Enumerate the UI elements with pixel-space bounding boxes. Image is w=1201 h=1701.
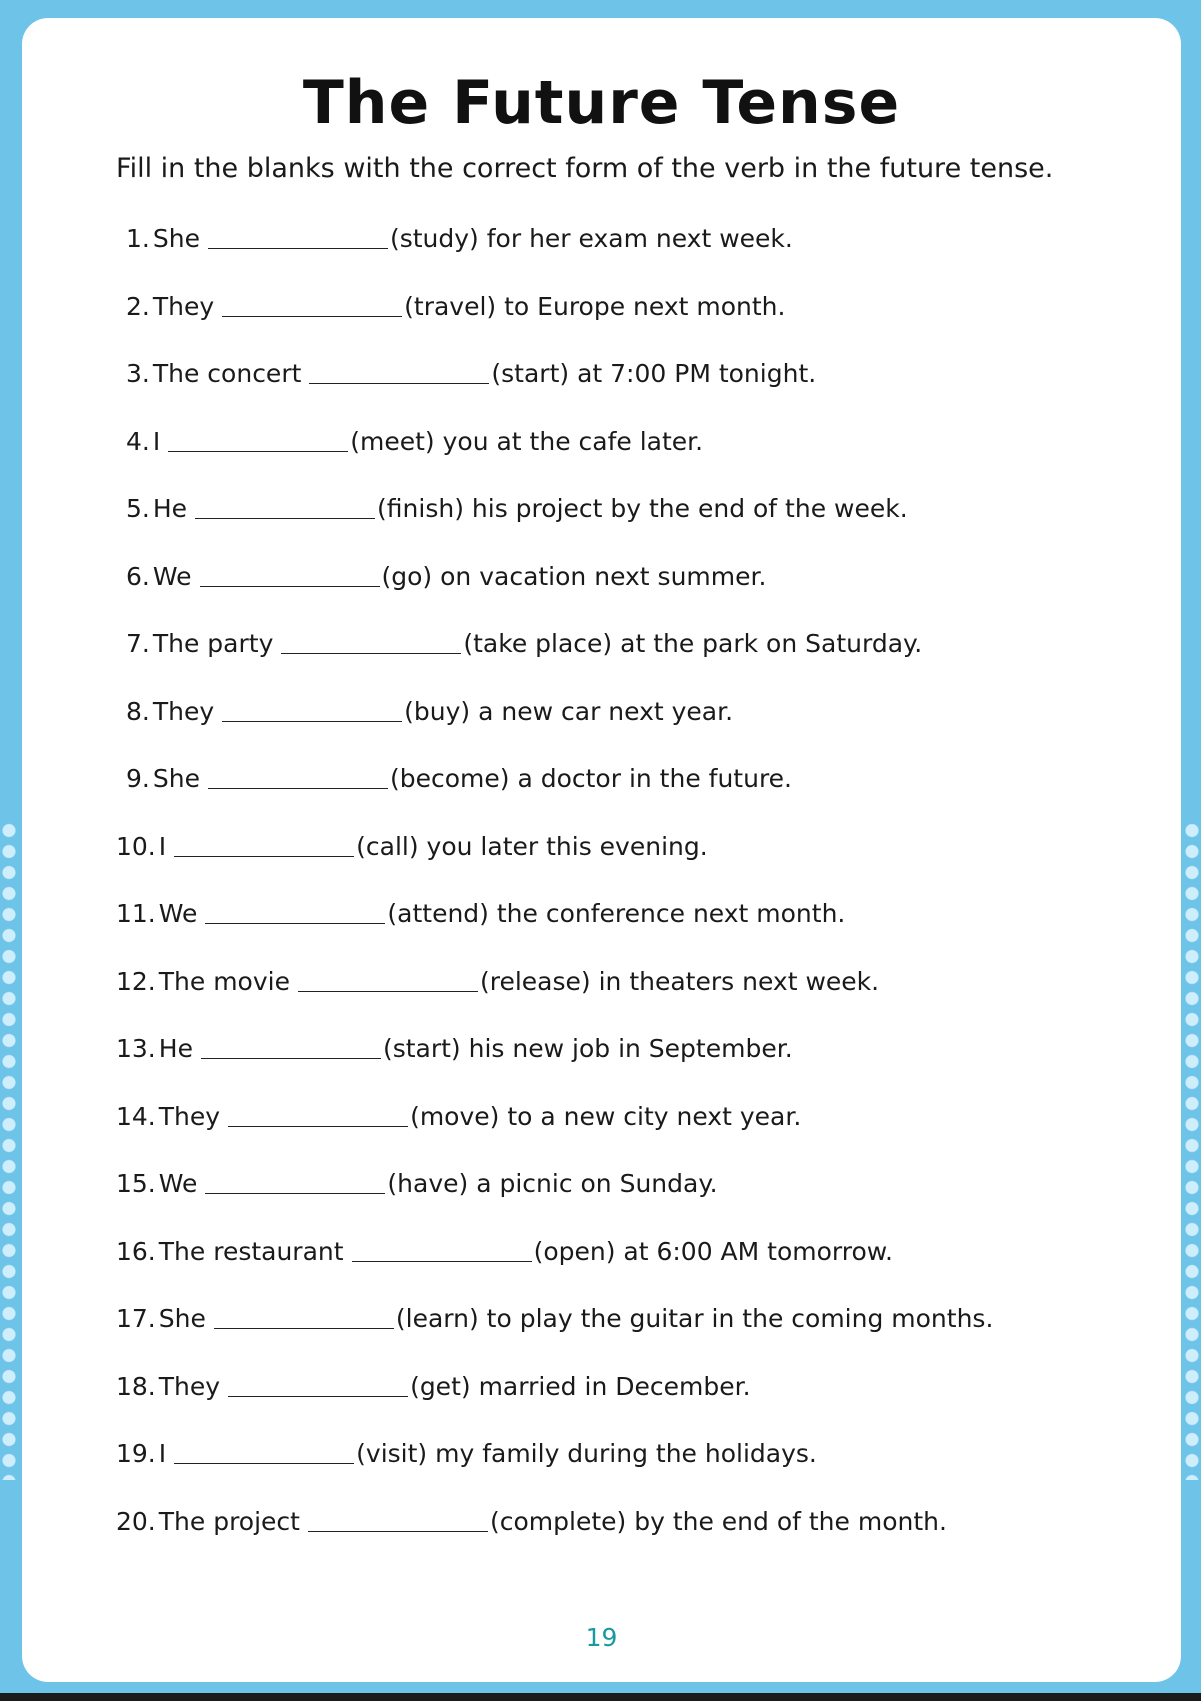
question-3 [116, 359, 1156, 427]
question-subject: We [158, 899, 198, 928]
question-subject: She [152, 224, 200, 253]
question-11 [116, 899, 1156, 967]
question-number: 18. [116, 1371, 156, 1401]
answer-blank[interactable] [208, 224, 388, 249]
question-12 [116, 967, 1156, 1035]
question-6 [116, 562, 1156, 630]
question-subject: They [152, 696, 215, 726]
question-subject: The restaurant [158, 1236, 344, 1266]
answer-blank[interactable] [228, 1102, 408, 1127]
question-number: 15. [116, 1169, 156, 1198]
answer-blank[interactable] [174, 832, 354, 857]
question-subject: He [152, 494, 188, 523]
question-text: (complete) by the end of the month. [489, 1506, 947, 1536]
question-text: (take place) at the park on Saturday. [463, 629, 923, 658]
answer-blank[interactable] [195, 494, 375, 519]
bottom-edge [0, 1693, 1201, 1701]
question-subject: We [152, 561, 192, 591]
question-subject: The movie [158, 966, 290, 996]
question-text: (get) married in December. [410, 1371, 751, 1401]
instructions: Fill in the blanks with the correct form of the verb in the future tense. [116, 153, 1054, 184]
question-subject: The concert [152, 359, 302, 388]
question-subject: I [158, 831, 167, 861]
question-subject: They [158, 1371, 221, 1401]
question-text: (meet) you at the cafe later. [350, 426, 704, 456]
question-number: 7. [126, 629, 150, 658]
question-text: (start) his new job in September. [382, 1034, 793, 1063]
question-number: 5. [126, 494, 150, 523]
question-subject: The project [158, 1506, 300, 1536]
question-text: (have) a picnic on Sunday. [387, 1169, 718, 1198]
decorative-dots-left [0, 820, 18, 1480]
answer-blank[interactable] [222, 292, 402, 317]
answer-blank[interactable] [228, 1372, 408, 1397]
question-text: (release) in theaters next week. [479, 966, 880, 996]
decorative-dots-right [1183, 820, 1201, 1480]
question-subject: She [152, 764, 200, 793]
question-15 [116, 1169, 1156, 1237]
answer-blank[interactable] [352, 1237, 532, 1262]
question-number: 3. [126, 359, 150, 388]
question-9 [116, 764, 1156, 832]
question-text: (go) on vacation next summer. [381, 561, 767, 591]
question-17 [116, 1304, 1156, 1372]
question-number: 8. [126, 696, 150, 726]
question-number: 4. [126, 426, 150, 456]
question-text: (move) to a new city next year. [410, 1101, 802, 1131]
question-number: 19. [116, 1439, 156, 1468]
question-text: (attend) the conference next month. [387, 899, 846, 928]
question-subject: The party [152, 629, 274, 658]
answer-blank[interactable] [308, 1507, 488, 1532]
question-16 [116, 1237, 1156, 1305]
question-4 [116, 427, 1156, 495]
answer-blank[interactable] [205, 899, 385, 924]
question-text: (become) a doctor in the future. [389, 764, 793, 793]
question-number: 16. [116, 1236, 156, 1266]
question-subject: They [158, 1101, 221, 1131]
question-text: (buy) a new car next year. [404, 696, 734, 726]
answer-blank[interactable] [208, 764, 388, 789]
question-2 [116, 292, 1156, 360]
question-subject: I [158, 1439, 167, 1468]
question-number: 10. [116, 831, 156, 861]
question-text: (start) at 7:00 PM tonight. [491, 359, 817, 388]
worksheet-page [22, 18, 1181, 1682]
answer-blank[interactable] [201, 1034, 381, 1059]
answer-blank[interactable] [281, 629, 461, 654]
question-number: 1. [126, 224, 150, 253]
question-subject: We [158, 1169, 198, 1198]
page-number: 19 [585, 1623, 618, 1652]
question-text: (finish) his project by the end of the week. [377, 494, 908, 523]
answer-blank[interactable] [222, 697, 402, 722]
question-text: (open) at 6:00 AM tomorrow. [533, 1236, 893, 1266]
answer-blank[interactable] [309, 359, 489, 384]
question-number: 14. [116, 1101, 156, 1131]
question-13 [116, 1034, 1156, 1102]
question-number: 12. [116, 966, 156, 996]
question-subject: I [152, 426, 161, 456]
question-number: 6. [126, 561, 150, 591]
question-text: (visit) my family during the holidays. [356, 1439, 817, 1468]
question-number: 17. [116, 1304, 156, 1333]
question-subject: He [158, 1034, 193, 1063]
question-8 [116, 697, 1156, 765]
question-number: 11. [116, 899, 156, 928]
question-text: (learn) to play the guitar in the coming months. [395, 1304, 994, 1333]
question-text: (travel) to Europe next month. [404, 291, 786, 321]
question-number: 20. [116, 1506, 156, 1536]
question-20 [116, 1507, 1156, 1575]
question-list [116, 224, 1156, 1574]
question-10 [116, 832, 1156, 900]
question-18 [116, 1372, 1156, 1440]
question-number: 13. [116, 1034, 156, 1063]
answer-blank[interactable] [298, 967, 478, 992]
question-14 [116, 1102, 1156, 1170]
answer-blank[interactable] [168, 427, 348, 452]
question-subject: She [158, 1304, 206, 1333]
question-5 [116, 494, 1156, 562]
question-subject: They [152, 291, 215, 321]
answer-blank[interactable] [200, 562, 380, 587]
question-number: 2. [126, 291, 150, 321]
answer-blank[interactable] [205, 1169, 385, 1194]
page-title: The Future Tense [302, 68, 901, 138]
question-1 [116, 224, 1156, 292]
answer-blank[interactable] [174, 1439, 354, 1464]
question-text: (call) you later this evening. [356, 831, 708, 861]
question-number: 9. [126, 764, 150, 793]
question-7 [116, 629, 1156, 697]
answer-blank[interactable] [214, 1304, 394, 1329]
question-19 [116, 1439, 1156, 1507]
question-text: (study) for her exam next week. [389, 224, 793, 253]
